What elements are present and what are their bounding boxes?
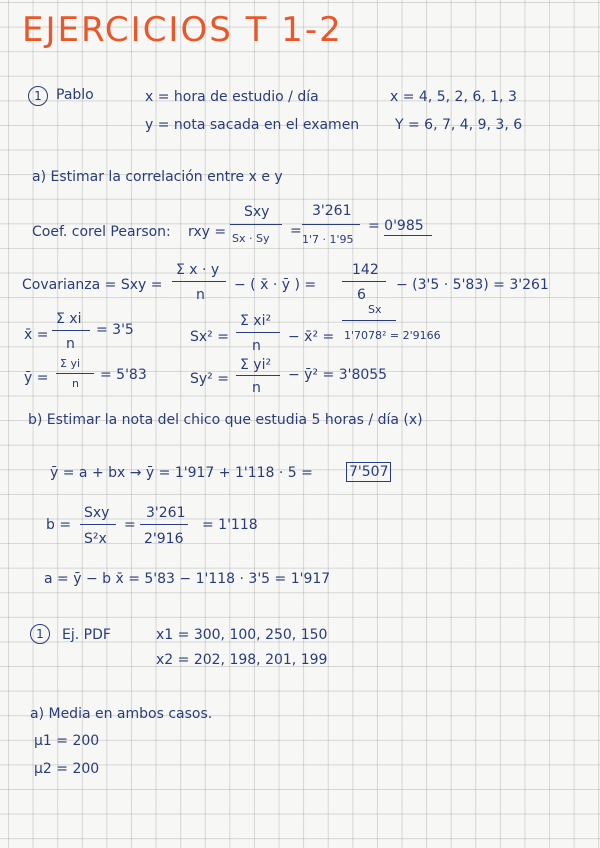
exercise-number-circle [28,86,48,106]
x-definition: x = hora de estudio / día [145,89,319,105]
sx-label: Sx [368,303,382,316]
slope-equals: = [124,517,136,533]
xbar-lhs: x̄ = [24,327,49,343]
slope-denominator: S²x [84,531,107,547]
pearson-equals: = [290,223,302,239]
sy2-numerator: Σ yi² [240,357,272,373]
exercise-number: 1 [36,627,44,641]
xbar-numerator: Σ xi [56,311,82,327]
ybar-denominator: n [72,377,79,390]
fraction-line [302,224,360,225]
slope-lhs: b = [46,517,72,533]
pearson-numerator-value: 3'261 [312,203,352,219]
x2-values: x2 = 202, 198, 201, 199 [156,652,328,668]
pearson-rxy: rxy = [188,224,227,240]
slope-numerator-value: 3'261 [146,505,186,521]
covariance-numerator-value: 142 [352,262,379,278]
section-a-heading: a) Estimar la correlación entre x e y [32,169,283,185]
fraction-line [236,332,280,333]
covariance-middle: − ( x̄ · ȳ ) = [234,277,317,293]
section-a-heading: a) Media en ambos casos. [30,706,213,722]
xbar-denominator: n [66,336,75,352]
exercise-name: Ej. PDF [62,627,111,643]
exercise-number: 1 [34,89,42,103]
y-definition: y = nota sacada en el examen [145,117,360,133]
result-underline [384,235,432,236]
xbar-result: = 3'5 [96,322,134,338]
sx2-result: 1'7078² = 2'9166 [344,329,441,342]
exercise-number-circle [30,624,50,644]
sx2-numerator: Σ xi² [240,313,272,329]
sqrt-bar [342,320,396,321]
slope-denominator-value: 2'916 [144,531,184,547]
pearson-result: = 0'985 [368,218,424,234]
pearson-denominator-value: 1'7 · 1'95 [302,233,354,246]
x1-values: x1 = 300, 100, 250, 150 [156,627,328,643]
regression-result: 7'507 [346,462,391,482]
ybar-result: = 5'83 [100,367,147,383]
x-values: x = 4, 5, 2, 6, 1, 3 [390,89,517,105]
slope-numerator: Sxy [84,505,110,521]
y-values: Y = 6, 7, 4, 9, 3, 6 [395,117,523,133]
fraction-line [140,524,188,525]
mu2-value: μ2 = 200 [34,761,100,777]
exercise-name: Pablo [56,87,94,103]
covariance-result: − (3'5 · 5'83) = 3'261 [396,277,549,293]
covariance-denominator-value: 6 [357,287,366,303]
fraction-line [80,524,116,525]
intercept-equation: a = ȳ − b x̄ = 5'83 − 1'118 · 3'5 = 1'917 [44,571,331,587]
covariance-denominator: n [196,287,205,303]
sy2-denominator: n [252,380,261,396]
pearson-denominator: Sx · Sy [232,232,270,245]
fraction-line [342,281,386,282]
regression-equation: ȳ = a + bx → ȳ = 1'917 + 1'118 · 5 = [50,465,313,481]
ybar-numerator: Σ yi [60,357,81,370]
fraction-line [230,224,282,225]
fraction-line [236,375,280,376]
sx2-lhs: Sx² = [190,329,229,345]
sx2-middle: − x̄² = [288,329,335,345]
page-title: EJERCICIOS T 1-2 [22,10,343,50]
sy2-lhs: Sy² = [190,371,229,387]
ybar-lhs: ȳ = [24,370,49,386]
fraction-line [172,281,226,282]
slope-result: = 1'118 [202,517,258,533]
sx2-denominator: n [252,338,261,354]
section-b-heading: b) Estimar la nota del chico que estudia 5 horas / día (x) [28,412,423,428]
covariance-numerator: Σ x · y [176,262,220,278]
pearson-label: Coef. corel Pearson: [32,224,171,240]
fraction-line [56,373,94,374]
pearson-numerator: Sxy [244,204,270,220]
mu1-value: μ1 = 200 [34,733,100,749]
covariance-label: Covarianza = Sxy = [22,277,163,293]
sy2-result: − ȳ² = 3'8055 [288,367,388,383]
fraction-line [52,330,90,331]
